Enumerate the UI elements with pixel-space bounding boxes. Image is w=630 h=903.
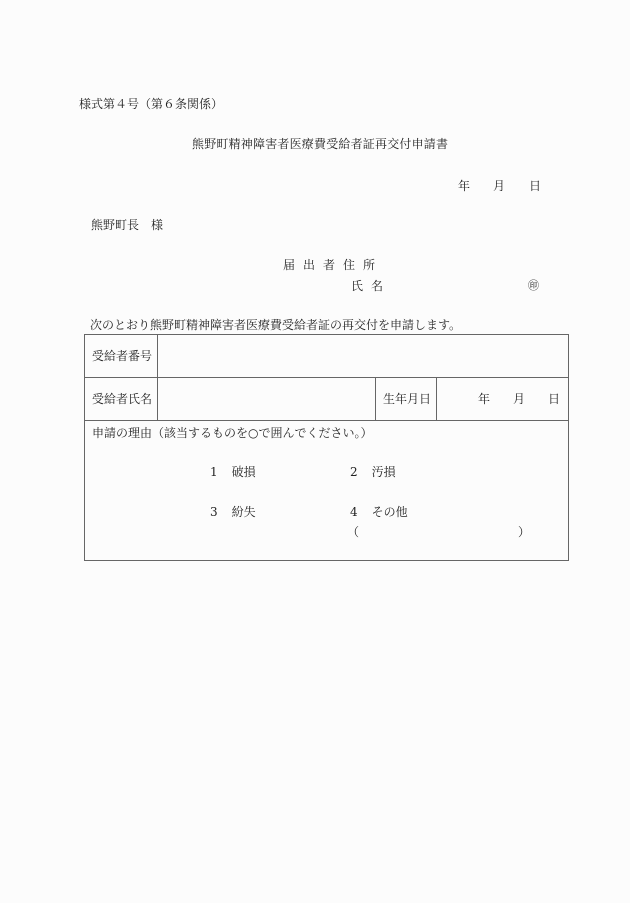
application-table bbox=[84, 334, 569, 561]
recipient-number-label: 受給者番号 bbox=[92, 349, 153, 363]
birthdate-year-label: 年 bbox=[478, 392, 491, 406]
reason-option-lost[interactable] bbox=[210, 506, 256, 518]
reason-number: 4 bbox=[350, 505, 358, 519]
document-title: 熊野町精神障害者医療費受給者証再交付申請書 bbox=[192, 137, 449, 151]
reason-header: 申請の理由（該当するものを○で囲んでください。） bbox=[92, 426, 373, 440]
form-number: 様式第４号（第６条関係） bbox=[79, 97, 224, 111]
addressee: 熊野町長 様 bbox=[91, 218, 164, 232]
seal-icon: ㊞ bbox=[528, 279, 539, 292]
other-open-paren: （ bbox=[347, 525, 360, 539]
birthdate-label: 生年月日 bbox=[383, 392, 432, 406]
reason-option-other[interactable] bbox=[350, 506, 408, 518]
other-reason-field[interactable] bbox=[370, 523, 520, 541]
applicant-address-label: 届出者住所 bbox=[283, 258, 384, 272]
reason-label: 汚損 bbox=[371, 465, 396, 479]
column-divider bbox=[436, 378, 437, 421]
date-year-label: 年 bbox=[458, 179, 471, 193]
recipient-name-label: 受給者氏名 bbox=[92, 392, 153, 406]
reason-number: 2 bbox=[350, 465, 358, 479]
reason-label: その他 bbox=[371, 505, 408, 519]
application-statement: 次のとおり熊野町精神障害者医療費受給者証の再交付を申請します。 bbox=[90, 318, 462, 332]
reason-number: 3 bbox=[210, 505, 218, 519]
applicant-name-label: 氏名 bbox=[351, 279, 392, 293]
reason-number: 1 bbox=[210, 465, 218, 479]
date-month-label: 月 bbox=[493, 179, 506, 193]
reason-option-soiled[interactable] bbox=[350, 466, 396, 478]
other-close-paren: ） bbox=[518, 525, 531, 539]
birthdate-day-label: 日 bbox=[548, 392, 561, 406]
column-divider bbox=[375, 378, 376, 421]
reason-label: 紛失 bbox=[231, 505, 256, 519]
reason-option-damaged[interactable] bbox=[210, 466, 256, 478]
recipient-name-field[interactable] bbox=[158, 378, 374, 420]
recipient-number-field[interactable] bbox=[158, 335, 568, 377]
date-day-label: 日 bbox=[529, 179, 542, 193]
birthdate-month-label: 月 bbox=[513, 392, 526, 406]
reason-label: 破損 bbox=[231, 465, 256, 479]
